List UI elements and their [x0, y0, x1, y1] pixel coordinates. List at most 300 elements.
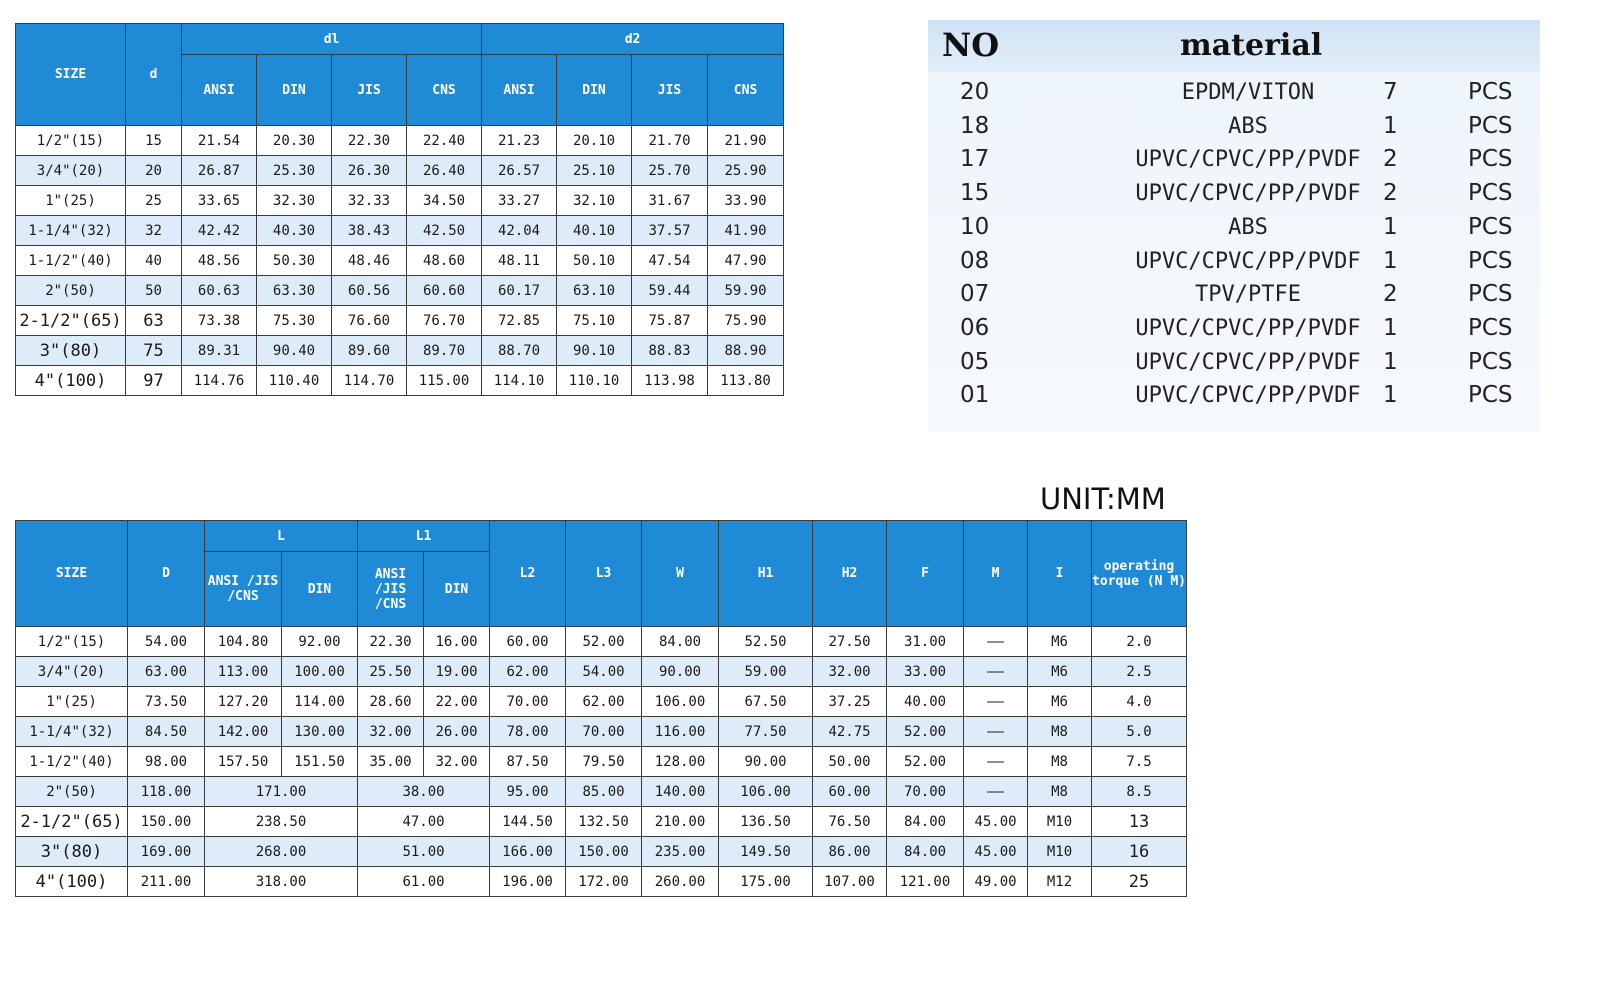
value-cell: ——	[964, 687, 1028, 717]
value-cell: 25	[1092, 867, 1187, 897]
size-cell: 1/2"(15)	[16, 126, 126, 156]
value-cell: 32.10	[557, 186, 632, 216]
value-cell: 59.00	[719, 657, 813, 687]
value-cell: 50.30	[257, 246, 332, 276]
value-cell: 113.80	[708, 366, 784, 396]
value-cell: 76.50	[813, 807, 887, 837]
value-cell: 136.50	[719, 807, 813, 837]
value-cell: 90.00	[642, 657, 719, 687]
header-H2: H2	[813, 521, 887, 627]
value-cell: 75.30	[257, 306, 332, 336]
value-cell: 70.00	[887, 777, 964, 807]
value-cell: 37.25	[813, 687, 887, 717]
header-D: D	[128, 521, 205, 627]
list-item	[928, 279, 1540, 313]
table-row	[16, 276, 784, 306]
size-cell: 1-1/2"(40)	[16, 747, 128, 777]
header-L-din: DIN	[282, 552, 358, 627]
value-cell: 60.00	[813, 777, 887, 807]
value-cell: 7.5	[1092, 747, 1187, 777]
value-cell: 61.00	[358, 867, 490, 897]
value-cell: 116.00	[642, 717, 719, 747]
size-cell: 3"(80)	[16, 336, 126, 366]
quantity: 1	[1383, 382, 1398, 409]
value-cell: 318.00	[205, 867, 358, 897]
size-cell: 3/4"(20)	[16, 657, 128, 687]
value-cell: 89.31	[182, 336, 257, 366]
value-cell: 59.90	[708, 276, 784, 306]
quantity-unit: PCS	[1468, 382, 1513, 409]
value-cell: 40.00	[887, 687, 964, 717]
value-cell: 144.50	[490, 807, 566, 837]
header-d1: dl	[182, 24, 482, 55]
header-L1-ansi: ANSI /JIS /CNS	[358, 552, 424, 627]
value-cell: M8	[1028, 777, 1092, 807]
value-cell: 150.00	[566, 837, 642, 867]
material-list	[928, 20, 1540, 432]
part-number: 10	[960, 213, 990, 240]
header-no: NO	[942, 26, 1000, 64]
header-d1-jis: JIS	[332, 55, 407, 126]
value-cell: 31.67	[632, 186, 708, 216]
value-cell: 114.76	[182, 366, 257, 396]
header-H1: H1	[719, 521, 813, 627]
quantity-unit: PCS	[1468, 79, 1513, 105]
value-cell: 60.17	[482, 276, 557, 306]
value-cell: 32.00	[424, 747, 490, 777]
value-cell: 28.60	[358, 687, 424, 717]
value-cell: 100.00	[282, 657, 358, 687]
value-cell: 47.54	[632, 246, 708, 276]
table-row	[16, 366, 784, 396]
table-row	[16, 657, 1187, 687]
size-cell: 2"(50)	[16, 777, 128, 807]
value-cell: 52.00	[887, 747, 964, 777]
value-cell: 73.38	[182, 306, 257, 336]
value-cell: 25.70	[632, 156, 708, 186]
value-cell: 20.30	[257, 126, 332, 156]
value-cell: 151.50	[282, 747, 358, 777]
value-cell: 13	[1092, 807, 1187, 837]
value-cell: 60.00	[490, 627, 566, 657]
value-cell: 113.98	[632, 366, 708, 396]
value-cell: 16.00	[424, 627, 490, 657]
part-number: 06	[960, 314, 990, 341]
unit-label: UNIT:MM	[1040, 482, 1166, 516]
value-cell: 106.00	[719, 777, 813, 807]
header-d2: d2	[482, 24, 784, 55]
material-name: UPVC/CPVC/PP/PVDF	[1135, 147, 1361, 173]
size-cell: 4"(100)	[16, 366, 126, 396]
value-cell: 128.00	[642, 747, 719, 777]
value-cell: 21.54	[182, 126, 257, 156]
size-cell: 1-1/4"(32)	[16, 216, 126, 246]
value-cell: 48.60	[407, 246, 482, 276]
table-row	[16, 216, 784, 246]
value-cell: 26.87	[182, 156, 257, 186]
value-cell: 113.00	[205, 657, 282, 687]
header-d: d	[126, 24, 182, 126]
material-name: ABS	[1228, 214, 1268, 240]
quantity-unit: PCS	[1468, 281, 1513, 308]
value-cell: 49.00	[964, 867, 1028, 897]
value-cell: 5.0	[1092, 717, 1187, 747]
value-cell: 77.50	[719, 717, 813, 747]
table-row	[16, 717, 1187, 747]
value-cell: 86.00	[813, 837, 887, 867]
material-name: UPVC/CPVC/PP/PVDF	[1135, 349, 1361, 375]
quantity-unit: PCS	[1468, 146, 1513, 173]
header-L3: L3	[566, 521, 642, 627]
value-cell: M6	[1028, 687, 1092, 717]
value-cell: 92.00	[282, 627, 358, 657]
value-cell: 171.00	[205, 777, 358, 807]
header-torque: operating torque (N M)	[1092, 521, 1187, 627]
value-cell: 60.56	[332, 276, 407, 306]
part-number: 18	[960, 112, 990, 139]
table-row	[16, 687, 1187, 717]
quantity: 7	[1383, 79, 1398, 105]
quantity-unit: PCS	[1468, 348, 1513, 375]
value-cell: 48.46	[332, 246, 407, 276]
table-row	[16, 186, 784, 216]
value-cell: 21.90	[708, 126, 784, 156]
value-cell: 50	[126, 276, 182, 306]
table-row	[16, 246, 784, 276]
value-cell: 21.70	[632, 126, 708, 156]
header-d1-ansi: ANSI	[182, 55, 257, 126]
table-row	[16, 807, 1187, 837]
value-cell: 8.5	[1092, 777, 1187, 807]
table-row	[16, 867, 1187, 897]
value-cell: 90.40	[257, 336, 332, 366]
list-item	[928, 144, 1540, 178]
value-cell: 22.00	[424, 687, 490, 717]
value-cell: 78.00	[490, 717, 566, 747]
value-cell: 19.00	[424, 657, 490, 687]
value-cell: 149.50	[719, 837, 813, 867]
value-cell: 59.44	[632, 276, 708, 306]
list-item	[928, 111, 1540, 145]
value-cell: 26.00	[424, 717, 490, 747]
material-name: ABS	[1228, 113, 1268, 139]
value-cell: 72.85	[482, 306, 557, 336]
quantity: 2	[1383, 180, 1398, 207]
value-cell: 88.90	[708, 336, 784, 366]
quantity: 2	[1383, 146, 1398, 173]
value-cell: 25.50	[358, 657, 424, 687]
value-cell: 84.00	[642, 627, 719, 657]
value-cell: 84.00	[887, 807, 964, 837]
value-cell: 75.90	[708, 306, 784, 336]
value-cell: 88.70	[482, 336, 557, 366]
value-cell: 34.50	[407, 186, 482, 216]
value-cell: 238.50	[205, 807, 358, 837]
value-cell: 32.30	[257, 186, 332, 216]
value-cell: 90.00	[719, 747, 813, 777]
value-cell: 21.23	[482, 126, 557, 156]
material-name: UPVC/CPVC/PP/PVDF	[1135, 383, 1361, 409]
value-cell: 16	[1092, 837, 1187, 867]
value-cell: 235.00	[642, 837, 719, 867]
table-row	[16, 336, 784, 366]
value-cell: 89.60	[332, 336, 407, 366]
value-cell: 142.00	[205, 717, 282, 747]
value-cell: 75	[126, 336, 182, 366]
value-cell: 25.30	[257, 156, 332, 186]
value-cell: 40.10	[557, 216, 632, 246]
value-cell: ——	[964, 657, 1028, 687]
header-L1: L1	[358, 521, 490, 552]
table-row	[16, 777, 1187, 807]
size-cell: 2"(50)	[16, 276, 126, 306]
value-cell: 76.60	[332, 306, 407, 336]
value-cell: 48.11	[482, 246, 557, 276]
value-cell: 47.00	[358, 807, 490, 837]
quantity: 1	[1383, 112, 1398, 139]
header-d1-din: DIN	[257, 55, 332, 126]
value-cell: 121.00	[887, 867, 964, 897]
list-item	[928, 313, 1540, 347]
quantity-unit: PCS	[1468, 247, 1513, 274]
value-cell: M10	[1028, 837, 1092, 867]
header-M: M	[964, 521, 1028, 627]
quantity: 2	[1383, 281, 1398, 308]
value-cell: 47.90	[708, 246, 784, 276]
value-cell: 42.75	[813, 717, 887, 747]
value-cell: M6	[1028, 657, 1092, 687]
value-cell: M8	[1028, 747, 1092, 777]
value-cell: 84.50	[128, 717, 205, 747]
value-cell: 132.50	[566, 807, 642, 837]
value-cell: 172.00	[566, 867, 642, 897]
size-cell: 3"(80)	[16, 837, 128, 867]
value-cell: 140.00	[642, 777, 719, 807]
value-cell: 20.10	[557, 126, 632, 156]
value-cell: 70.00	[566, 717, 642, 747]
value-cell: 22.40	[407, 126, 482, 156]
value-cell: 75.87	[632, 306, 708, 336]
value-cell: 166.00	[490, 837, 566, 867]
value-cell: 211.00	[128, 867, 205, 897]
value-cell: 107.00	[813, 867, 887, 897]
value-cell: 114.00	[282, 687, 358, 717]
value-cell: ——	[964, 717, 1028, 747]
header-d2-jis: JIS	[632, 55, 708, 126]
header-size: SIZE	[16, 24, 126, 126]
quantity-unit: PCS	[1468, 213, 1513, 240]
value-cell: 60.60	[407, 276, 482, 306]
value-cell: 89.70	[407, 336, 482, 366]
quantity: 1	[1383, 247, 1398, 274]
value-cell: 60.63	[182, 276, 257, 306]
value-cell: 32.00	[813, 657, 887, 687]
value-cell: 33.00	[887, 657, 964, 687]
value-cell: 196.00	[490, 867, 566, 897]
value-cell: 106.00	[642, 687, 719, 717]
size-cell: 1-1/4"(32)	[16, 717, 128, 747]
quantity: 1	[1383, 213, 1398, 240]
material-name: EPDM/VITON	[1181, 80, 1315, 105]
value-cell: 45.00	[964, 807, 1028, 837]
size-cell: 1"(25)	[16, 186, 126, 216]
value-cell: 25	[126, 186, 182, 216]
header-L1-din: DIN	[424, 552, 490, 627]
value-cell: 63.00	[128, 657, 205, 687]
table-row	[16, 156, 784, 186]
value-cell: 40.30	[257, 216, 332, 246]
header-d1-cns: CNS	[407, 55, 482, 126]
value-cell: 63.30	[257, 276, 332, 306]
list-item	[928, 347, 1540, 381]
value-cell: 87.50	[490, 747, 566, 777]
list-item	[928, 246, 1540, 280]
value-cell: 35.00	[358, 747, 424, 777]
value-cell: M10	[1028, 807, 1092, 837]
value-cell: 15	[126, 126, 182, 156]
list-item	[928, 178, 1540, 212]
header-d2-cns: CNS	[708, 55, 784, 126]
value-cell: 118.00	[128, 777, 205, 807]
header-L: L	[205, 521, 358, 552]
value-cell: M8	[1028, 717, 1092, 747]
value-cell: 54.00	[128, 627, 205, 657]
value-cell: 22.30	[332, 126, 407, 156]
value-cell: 150.00	[128, 807, 205, 837]
value-cell: 157.50	[205, 747, 282, 777]
value-cell: 38.43	[332, 216, 407, 246]
value-cell: 95.00	[490, 777, 566, 807]
table-row	[16, 747, 1187, 777]
value-cell: 42.50	[407, 216, 482, 246]
value-cell: 73.50	[128, 687, 205, 717]
value-cell: 114.10	[482, 366, 557, 396]
value-cell: 79.50	[566, 747, 642, 777]
header-d2-ansi: ANSI	[482, 55, 557, 126]
value-cell: 260.00	[642, 867, 719, 897]
value-cell: 67.50	[719, 687, 813, 717]
value-cell: 52.00	[887, 717, 964, 747]
size-cell: 1/2"(15)	[16, 627, 128, 657]
value-cell: 62.00	[490, 657, 566, 687]
list-item	[928, 212, 1540, 246]
value-cell: 40	[126, 246, 182, 276]
header-L2: L2	[490, 521, 566, 627]
value-cell: 110.10	[557, 366, 632, 396]
value-cell: ——	[964, 747, 1028, 777]
value-cell: 110.40	[257, 366, 332, 396]
table-row	[16, 837, 1187, 867]
value-cell: 52.00	[566, 627, 642, 657]
list-item	[928, 380, 1540, 414]
material-name: TPV/PTFE	[1195, 282, 1301, 308]
part-number: 15	[960, 180, 990, 207]
value-cell: 62.00	[566, 687, 642, 717]
value-cell: 97	[126, 366, 182, 396]
value-cell: M12	[1028, 867, 1092, 897]
value-cell: 63	[126, 306, 182, 336]
dimension-table	[15, 23, 784, 396]
part-number: 17	[960, 146, 990, 173]
length-table	[15, 520, 1187, 897]
value-cell: 115.00	[407, 366, 482, 396]
value-cell: 50.10	[557, 246, 632, 276]
material-name: UPVC/CPVC/PP/PVDF	[1135, 181, 1361, 207]
size-cell: 1"(25)	[16, 687, 128, 717]
value-cell: 75.10	[557, 306, 632, 336]
table-row	[16, 306, 784, 336]
value-cell: 88.83	[632, 336, 708, 366]
value-cell: 114.70	[332, 366, 407, 396]
size-cell: 2-1/2"(65)	[16, 306, 126, 336]
value-cell: 25.10	[557, 156, 632, 186]
size-cell: 2-1/2"(65)	[16, 807, 128, 837]
value-cell: 51.00	[358, 837, 490, 867]
value-cell: 2.5	[1092, 657, 1187, 687]
header-size: SIZE	[16, 521, 128, 627]
value-cell: 98.00	[128, 747, 205, 777]
value-cell: 90.10	[557, 336, 632, 366]
value-cell: 42.04	[482, 216, 557, 246]
value-cell: 50.00	[813, 747, 887, 777]
value-cell: 175.00	[719, 867, 813, 897]
part-number: 01	[960, 382, 990, 409]
value-cell: 42.42	[182, 216, 257, 246]
quantity-unit: PCS	[1468, 112, 1513, 139]
part-number: 05	[960, 348, 990, 375]
size-cell: 4"(100)	[16, 867, 128, 897]
header-W: W	[642, 521, 719, 627]
table-row	[16, 627, 1187, 657]
value-cell: M6	[1028, 627, 1092, 657]
value-cell: 63.10	[557, 276, 632, 306]
size-cell: 3/4"(20)	[16, 156, 126, 186]
quantity-unit: PCS	[1468, 180, 1513, 207]
part-number: 07	[960, 281, 990, 308]
material-list-header	[928, 20, 1540, 72]
value-cell: 84.00	[887, 837, 964, 867]
table-row	[16, 126, 784, 156]
value-cell: 76.70	[407, 306, 482, 336]
value-cell: 104.80	[205, 627, 282, 657]
value-cell: 52.50	[719, 627, 813, 657]
value-cell: 20	[126, 156, 182, 186]
value-cell: 32	[126, 216, 182, 246]
value-cell: 27.50	[813, 627, 887, 657]
quantity-unit: PCS	[1468, 314, 1513, 341]
value-cell: 37.57	[632, 216, 708, 246]
quantity: 1	[1383, 314, 1398, 341]
value-cell: 33.65	[182, 186, 257, 216]
value-cell: 33.27	[482, 186, 557, 216]
value-cell: 48.56	[182, 246, 257, 276]
value-cell: 25.90	[708, 156, 784, 186]
value-cell: 45.00	[964, 837, 1028, 867]
value-cell: 85.00	[566, 777, 642, 807]
header-F: F	[887, 521, 964, 627]
value-cell: 54.00	[566, 657, 642, 687]
material-name: UPVC/CPVC/PP/PVDF	[1135, 315, 1361, 341]
value-cell: ——	[964, 627, 1028, 657]
material-name: UPVC/CPVC/PP/PVDF	[1135, 248, 1361, 274]
value-cell: 210.00	[642, 807, 719, 837]
value-cell: 4.0	[1092, 687, 1187, 717]
value-cell: 31.00	[887, 627, 964, 657]
value-cell: ——	[964, 777, 1028, 807]
value-cell: 26.40	[407, 156, 482, 186]
header-I: I	[1028, 521, 1092, 627]
part-number: 08	[960, 247, 990, 274]
